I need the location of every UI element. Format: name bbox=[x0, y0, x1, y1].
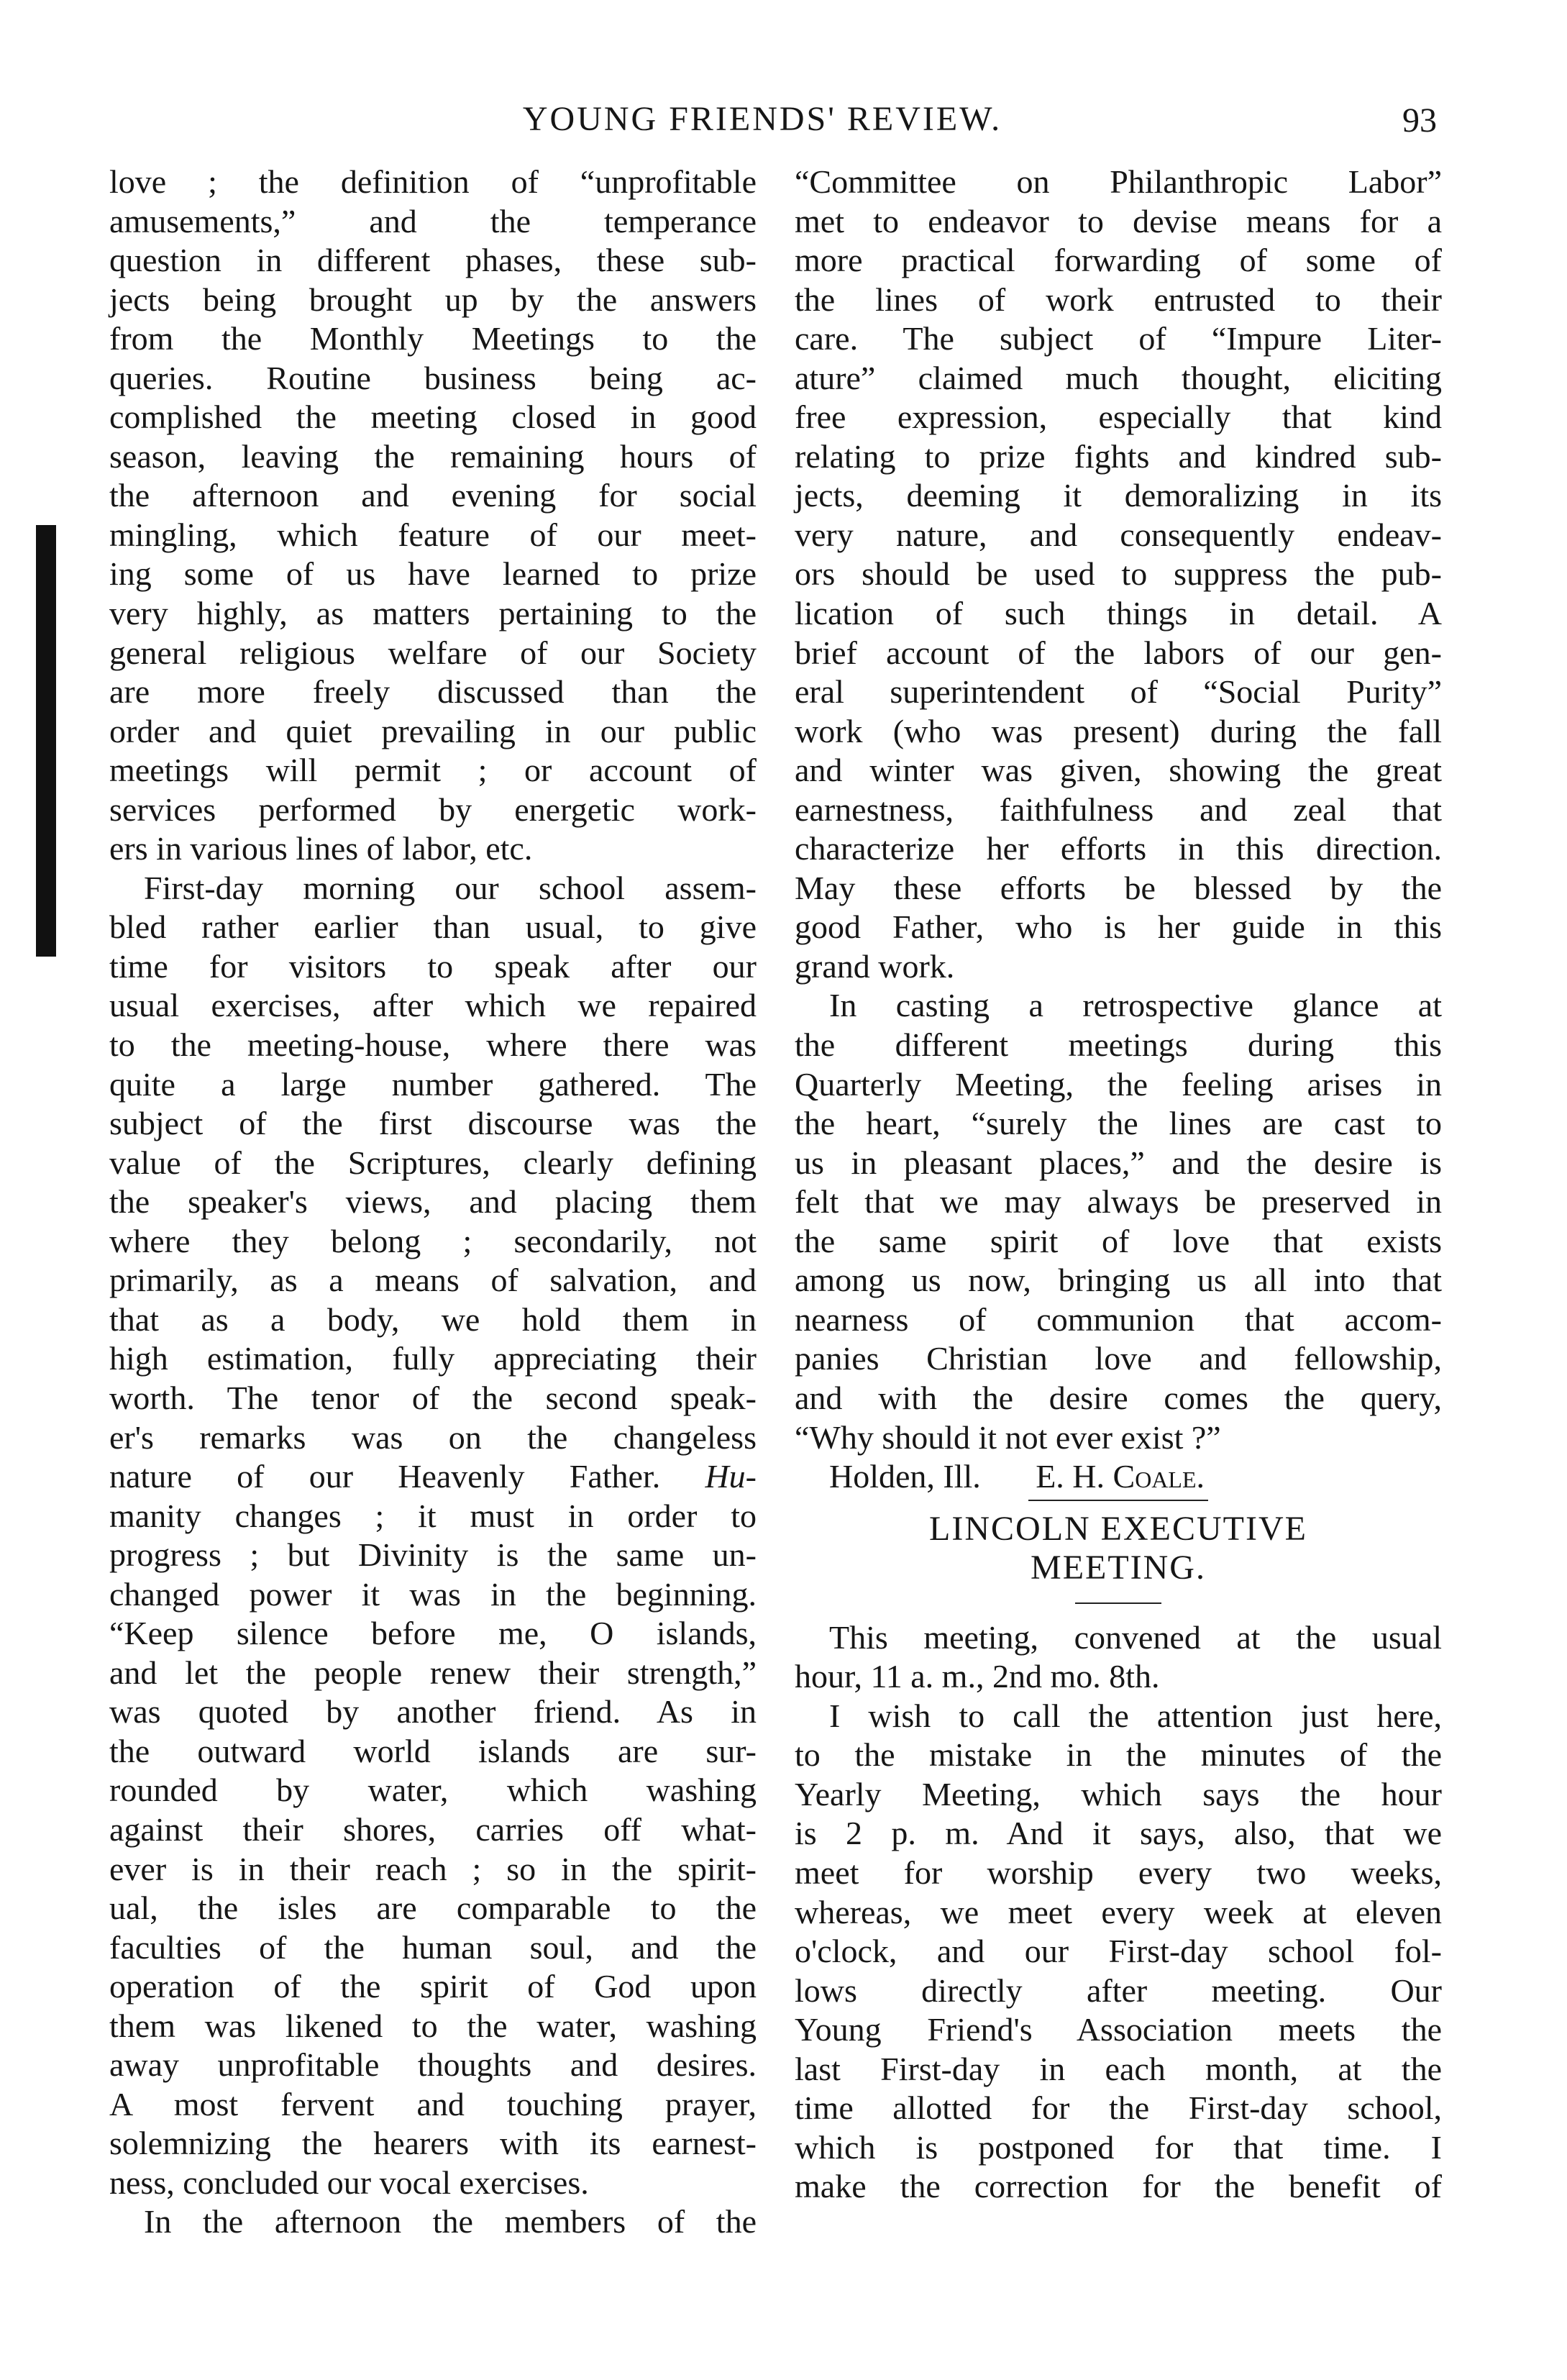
text-line: quite a large number gathered. The bbox=[109, 1065, 757, 1103]
text-line: brief account of the labors of our gen- bbox=[795, 634, 1442, 671]
running-title: YOUNG FRIENDS' REVIEW. bbox=[522, 100, 1002, 138]
page-number: 93 bbox=[1402, 101, 1437, 140]
text-line: love ; the definition of “unprofitable bbox=[109, 163, 757, 200]
text-line: the heart, “surely the lines are cast to bbox=[795, 1105, 1442, 1142]
text-line: primarily, as a means of salvation, and bbox=[109, 1262, 757, 1299]
text-line: o'clock, and our First-day school fol- bbox=[795, 1933, 1442, 1970]
text-line: “Keep silence before me, O islands, bbox=[109, 1615, 757, 1652]
text-line: changed power it was in the beginning. bbox=[109, 1575, 757, 1613]
text-line: May these efforts be blessed by the bbox=[795, 869, 1442, 906]
text-line: time for visitors to speak after our bbox=[109, 947, 757, 985]
text-line: progress ; but Divinity is the same un- bbox=[109, 1536, 757, 1574]
signature bbox=[795, 1457, 1442, 1497]
text-line: which is postponed for that time. I bbox=[795, 2128, 1442, 2166]
text-line: to the meeting-house, where there was bbox=[109, 1026, 757, 1064]
text-line: mingling, which feature of our meet- bbox=[109, 516, 757, 553]
text-line: Yearly Meeting, which says the hour bbox=[795, 1775, 1442, 1813]
section-divider bbox=[1028, 1500, 1208, 1501]
margin-scan-mark bbox=[36, 525, 56, 957]
text-line: solemnizing the hearers with its earnest- bbox=[109, 2125, 757, 2162]
text-line: Quarterly Meeting, the feeling arises in bbox=[795, 1065, 1442, 1103]
text-line: the different meetings during this bbox=[795, 1026, 1442, 1064]
text-line: eral superintendent of “Social Purity” bbox=[795, 673, 1442, 711]
text-line: queries. Routine business being ac- bbox=[109, 359, 757, 396]
text-line: us in pleasant places,” and the desire is bbox=[795, 1144, 1442, 1181]
text-line: relating to prize fights and kindred sub- bbox=[795, 437, 1442, 475]
text-line: work (who was present) during the fall bbox=[795, 712, 1442, 749]
text-line: the afternoon and evening for social bbox=[109, 477, 757, 514]
paragraph-start-line: In the afternoon the members of the bbox=[144, 2203, 757, 2240]
heading-divider bbox=[1075, 1602, 1161, 1604]
text-line: care. The subject of “Impure Liter- bbox=[795, 320, 1442, 357]
text-line: among us now, bringing us all into that bbox=[795, 1262, 1442, 1299]
text-line: very nature, and consequently endeav- bbox=[795, 516, 1442, 553]
paragraph-start-line: This meeting, convened at the usual bbox=[829, 1618, 1442, 1656]
text-line: that as a body, we hold them in bbox=[109, 1300, 757, 1338]
text-line: panies Christian love and fellowship, bbox=[795, 1340, 1442, 1377]
text-line: and with the desire comes the query, bbox=[795, 1379, 1442, 1416]
text-line: free expression, especially that kind bbox=[795, 398, 1442, 436]
text-line-with-italic bbox=[109, 1457, 757, 1497]
text-line: hour, 11 a. m., 2nd mo. 8th. bbox=[795, 1658, 1160, 1695]
text-line: felt that we may always be preserved in bbox=[795, 1183, 1442, 1221]
text-line: and winter was given, showing the great bbox=[795, 752, 1442, 789]
text-line: ever is in their reach ; so in the spirit- bbox=[109, 1850, 757, 1887]
text-line: against their shores, carries off what- bbox=[109, 1810, 757, 1848]
text-line: is 2 p. m. And it says, also, that we bbox=[795, 1815, 1442, 1852]
text-line: to the mistake in the minutes of the bbox=[795, 1736, 1442, 1774]
text-line: make the correction for the benefit of bbox=[795, 2168, 1442, 2205]
text-line: bled rather earlier than usual, to give bbox=[109, 908, 757, 946]
text-line: order and quiet prevailing in our public bbox=[109, 712, 757, 749]
text-line: meet for worship every two weeks, bbox=[795, 1854, 1442, 1891]
text-line: time allotted for the First-day school, bbox=[795, 2089, 1442, 2127]
text-line: complished the meeting closed in good bbox=[109, 398, 757, 436]
text-fragment: nature of our Heavenly Father. bbox=[109, 1458, 661, 1495]
paragraph-start-line: In casting a retrospective glance at bbox=[829, 987, 1442, 1024]
text-line: worth. The tenor of the second speak- bbox=[109, 1379, 757, 1416]
section-heading: LINCOLN EXECUTIVE bbox=[929, 1509, 1307, 1548]
text-line: usual exercises, after which we repaired bbox=[109, 987, 757, 1024]
text-line: services performed by energetic work- bbox=[109, 790, 757, 828]
text-line: season, leaving the remaining hours of bbox=[109, 437, 757, 475]
text-line: question in different phases, these sub- bbox=[109, 242, 757, 279]
text-line: ers in various lines of labor, etc. bbox=[109, 830, 533, 867]
left-column bbox=[109, 163, 757, 2242]
text-line: subject of the first discourse was the bbox=[109, 1105, 757, 1142]
text-line: the same spirit of love that exists bbox=[795, 1222, 1442, 1259]
text-line: jects, deeming it demoralizing in its bbox=[795, 477, 1442, 514]
text-line: the speaker's views, and placing them bbox=[109, 1183, 757, 1221]
text-line: rounded by water, which washing bbox=[109, 1772, 757, 1809]
paragraph-start-line: I wish to call the attention just here, bbox=[829, 1697, 1442, 1734]
signature-place: Holden, Ill. bbox=[829, 1458, 981, 1495]
text-line: grand work. bbox=[795, 947, 955, 985]
italic-fragment: Hu- bbox=[705, 1458, 757, 1495]
text-line: ature” claimed much thought, eliciting bbox=[795, 359, 1442, 396]
text-line: A most fervent and touching prayer, bbox=[109, 2085, 757, 2123]
text-line: last First-day in each month, at the bbox=[795, 2050, 1442, 2087]
right-column bbox=[795, 163, 1442, 2207]
text-line: ual, the isles are comparable to the bbox=[109, 1889, 757, 1927]
text-line: where they belong ; secondarily, not bbox=[109, 1222, 757, 1259]
text-line: more practical forwarding of some of bbox=[795, 242, 1442, 279]
text-line: ing some of us have learned to prize bbox=[109, 555, 757, 593]
text-line: good Father, who is her guide in this bbox=[795, 908, 1442, 946]
text-line: the lines of work entrusted to their bbox=[795, 281, 1442, 318]
text-line: the outward world islands are sur- bbox=[109, 1732, 757, 1769]
text-line: ness, concluded our vocal exercises. bbox=[109, 2164, 589, 2201]
text-line: manity changes ; it must in order to bbox=[109, 1497, 757, 1534]
text-line: general religious welfare of our Society bbox=[109, 634, 757, 671]
text-line: jects being brought up by the answers bbox=[109, 281, 757, 318]
paragraph-start-line: First-day morning our school assem- bbox=[144, 869, 757, 906]
text-line: was quoted by another friend. As in bbox=[109, 1693, 757, 1731]
text-line: “Why should it not ever exist ?” bbox=[795, 1418, 1221, 1456]
text-line: Young Friend's Association meets the bbox=[795, 2011, 1442, 2048]
text-line: faculties of the human soul, and the bbox=[109, 1928, 757, 1966]
text-line: characterize her efforts in this direction. bbox=[795, 830, 1442, 867]
signature-author: E. H. Coale. bbox=[1036, 1458, 1205, 1495]
text-line: met to endeavor to devise means for a bbox=[795, 202, 1442, 240]
text-line: operation of the spirit of God upon bbox=[109, 1968, 757, 2005]
text-line: very highly, as matters pertaining to the bbox=[109, 595, 757, 632]
text-line: er's remarks was on the changeless bbox=[109, 1418, 757, 1456]
text-line: them was likened to the water, washing bbox=[109, 2007, 757, 2044]
text-line: lows directly after meeting. Our bbox=[795, 1971, 1442, 2009]
text-line: meetings will permit ; or account of bbox=[109, 752, 757, 789]
text-line: value of the Scriptures, clearly defining bbox=[109, 1144, 757, 1181]
text-line: away unprofitable thoughts and desires. bbox=[109, 2046, 757, 2084]
text-line: “Committee on Philanthropic Labor” bbox=[795, 163, 1442, 200]
text-line: earnestness, faithfulness and zeal that bbox=[795, 790, 1442, 828]
text-line: whereas, we meet every week at eleven bbox=[795, 1893, 1442, 1930]
text-line: amusements,” and the temperance bbox=[109, 202, 757, 240]
text-line: lication of such things in detail. A bbox=[795, 595, 1442, 632]
text-line: high estimation, fully appreciating their bbox=[109, 1340, 757, 1377]
section-heading: MEETING. bbox=[1031, 1549, 1206, 1587]
text-line: nearness of communion that accom- bbox=[795, 1300, 1442, 1338]
text-line: ors should be used to suppress the pub- bbox=[795, 555, 1442, 593]
text-line: are more freely discussed than the bbox=[109, 673, 757, 711]
text-line: and let the people renew their strength,” bbox=[109, 1654, 757, 1691]
text-line: from the Monthly Meetings to the bbox=[109, 320, 757, 357]
